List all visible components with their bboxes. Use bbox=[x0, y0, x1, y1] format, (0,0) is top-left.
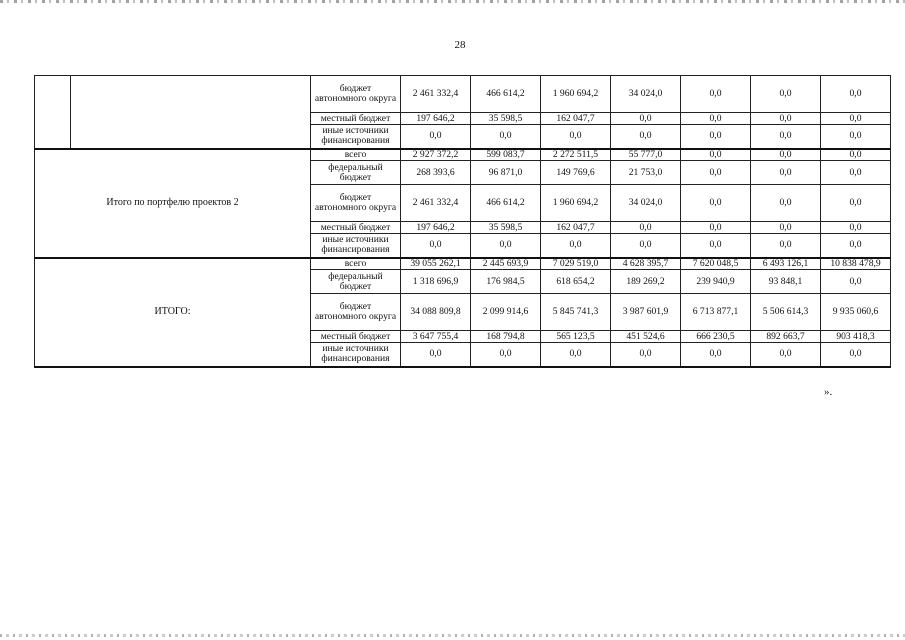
year-value-cell: 0,0 bbox=[821, 125, 891, 149]
year-value-cell: 6 493 126,1 bbox=[751, 258, 821, 270]
year-value-cell: 903 418,3 bbox=[821, 331, 891, 343]
year-value-cell: 35 598,5 bbox=[471, 222, 541, 234]
year-value-cell: 0,0 bbox=[751, 113, 821, 125]
year-value-cell: 466 614,2 bbox=[471, 185, 541, 222]
funding-source-cell: местный бюджет bbox=[311, 113, 401, 125]
year-value-cell: 0,0 bbox=[541, 125, 611, 149]
year-value-cell: 0,0 bbox=[751, 234, 821, 258]
year-value-cell: 0,0 bbox=[681, 113, 751, 125]
project-name-cell bbox=[71, 76, 311, 149]
funding-source-cell: местный бюджет bbox=[311, 331, 401, 343]
section-label: ИТОГО: bbox=[35, 258, 311, 367]
year-value-cell: 5 845 741,3 bbox=[541, 294, 611, 331]
year-value-cell: 6 713 877,1 bbox=[681, 294, 751, 331]
year-value-cell: 0,0 bbox=[821, 149, 891, 161]
year-value-cell: 0,0 bbox=[471, 343, 541, 367]
year-value-cell: 0,0 bbox=[751, 343, 821, 367]
total-value-cell: 34 088 809,8 bbox=[401, 294, 471, 331]
year-value-cell: 0,0 bbox=[541, 343, 611, 367]
year-value-cell: 162 047,7 bbox=[541, 222, 611, 234]
year-value-cell: 0,0 bbox=[611, 125, 681, 149]
year-value-cell: 5 506 614,3 bbox=[751, 294, 821, 331]
year-value-cell: 9 935 060,6 bbox=[821, 294, 891, 331]
scan-edge-top bbox=[0, 0, 905, 3]
year-value-cell: 162 047,7 bbox=[541, 113, 611, 125]
year-value-cell: 93 848,1 bbox=[751, 270, 821, 294]
total-value-cell: 1 318 696,9 bbox=[401, 270, 471, 294]
year-value-cell: 0,0 bbox=[681, 125, 751, 149]
year-value-cell: 0,0 bbox=[751, 222, 821, 234]
year-value-cell: 0,0 bbox=[751, 76, 821, 113]
total-value-cell: 268 393,6 bbox=[401, 161, 471, 185]
year-value-cell: 0,0 bbox=[681, 222, 751, 234]
year-value-cell: 10 838 478,9 bbox=[821, 258, 891, 270]
funding-source-cell: местный бюджет bbox=[311, 222, 401, 234]
total-value-cell: 0,0 bbox=[401, 125, 471, 149]
year-value-cell: 466 614,2 bbox=[471, 76, 541, 113]
year-value-cell: 4 628 395,7 bbox=[611, 258, 681, 270]
total-value-cell: 2 461 332,4 bbox=[401, 185, 471, 222]
total-value-cell: 0,0 bbox=[401, 343, 471, 367]
funding-source-cell: иные источники финансирования bbox=[311, 234, 401, 258]
funding-source-cell: бюджет автономного округа bbox=[311, 185, 401, 222]
year-value-cell: 189 269,2 bbox=[611, 270, 681, 294]
year-value-cell: 34 024,0 bbox=[611, 76, 681, 113]
year-value-cell: 2 445 693,9 bbox=[471, 258, 541, 270]
total-value-cell: 0,0 bbox=[401, 234, 471, 258]
funding-source-cell: всего bbox=[311, 258, 401, 270]
funding-source-cell: федеральный бюджет bbox=[311, 161, 401, 185]
year-value-cell: 892 663,7 bbox=[751, 331, 821, 343]
year-value-cell: 2 099 914,6 bbox=[471, 294, 541, 331]
year-value-cell: 239 940,9 bbox=[681, 270, 751, 294]
table-row bbox=[35, 76, 891, 113]
year-value-cell: 34 024,0 bbox=[611, 185, 681, 222]
year-value-cell: 565 123,5 bbox=[541, 331, 611, 343]
year-value-cell: 0,0 bbox=[821, 161, 891, 185]
year-value-cell: 0,0 bbox=[821, 343, 891, 367]
year-value-cell: 0,0 bbox=[541, 234, 611, 258]
year-value-cell: 0,0 bbox=[821, 185, 891, 222]
year-value-cell: 0,0 bbox=[751, 161, 821, 185]
total-value-cell: 3 647 755,4 bbox=[401, 331, 471, 343]
year-value-cell: 0,0 bbox=[471, 234, 541, 258]
year-value-cell: 0,0 bbox=[681, 234, 751, 258]
page-number: 28 bbox=[454, 39, 466, 51]
year-value-cell: 168 794,8 bbox=[471, 331, 541, 343]
year-value-cell: 0,0 bbox=[751, 149, 821, 161]
total-value-cell: 2 927 372,2 bbox=[401, 149, 471, 161]
year-value-cell: 3 987 601,9 bbox=[611, 294, 681, 331]
year-value-cell: 0,0 bbox=[821, 222, 891, 234]
year-value-cell: 0,0 bbox=[821, 234, 891, 258]
year-value-cell: 0,0 bbox=[751, 125, 821, 149]
year-value-cell: 0,0 bbox=[681, 76, 751, 113]
year-value-cell: 2 272 511,5 bbox=[541, 149, 611, 161]
year-value-cell: 96 871,0 bbox=[471, 161, 541, 185]
funding-source-cell: иные источники финансирования bbox=[311, 343, 401, 367]
year-value-cell: 0,0 bbox=[681, 161, 751, 185]
budget-table bbox=[34, 75, 891, 368]
scan-edge-bottom bbox=[0, 634, 905, 637]
year-value-cell: 666 230,5 bbox=[681, 331, 751, 343]
year-value-cell: 0,0 bbox=[611, 343, 681, 367]
year-value-cell: 21 753,0 bbox=[611, 161, 681, 185]
year-value-cell: 0,0 bbox=[821, 76, 891, 113]
year-value-cell: 0,0 bbox=[751, 185, 821, 222]
section-label: Итого по портфелю проектов 2 bbox=[35, 149, 311, 258]
year-value-cell: 1 960 694,2 bbox=[541, 185, 611, 222]
funding-source-cell: бюджет автономного округа bbox=[311, 294, 401, 331]
year-value-cell: 0,0 bbox=[611, 234, 681, 258]
year-value-cell: 0,0 bbox=[681, 185, 751, 222]
year-value-cell: 0,0 bbox=[821, 270, 891, 294]
year-value-cell: 7 620 048,5 bbox=[681, 258, 751, 270]
funding-source-cell: бюджет автономного округа bbox=[311, 76, 401, 113]
year-value-cell: 451 524,6 bbox=[611, 331, 681, 343]
year-value-cell: 35 598,5 bbox=[471, 113, 541, 125]
table-row bbox=[35, 258, 891, 270]
funding-source-cell: всего bbox=[311, 149, 401, 161]
year-value-cell: 618 654,2 bbox=[541, 270, 611, 294]
year-value-cell: 0,0 bbox=[611, 222, 681, 234]
total-value-cell: 39 055 262,1 bbox=[401, 258, 471, 270]
year-value-cell: 0,0 bbox=[471, 125, 541, 149]
total-value-cell: 197 646,2 bbox=[401, 113, 471, 125]
year-value-cell: 1 960 694,2 bbox=[541, 76, 611, 113]
year-value-cell: 0,0 bbox=[611, 113, 681, 125]
year-value-cell: 149 769,6 bbox=[541, 161, 611, 185]
closing-quote-mark: ». bbox=[824, 386, 833, 398]
budget-table-body bbox=[35, 76, 891, 367]
funding-source-cell: федеральный бюджет bbox=[311, 270, 401, 294]
year-value-cell: 0,0 bbox=[681, 343, 751, 367]
year-value-cell: 7 029 519,0 bbox=[541, 258, 611, 270]
year-value-cell: 0,0 bbox=[681, 149, 751, 161]
year-value-cell: 599 083,7 bbox=[471, 149, 541, 161]
funding-source-cell: иные источники финансирования bbox=[311, 125, 401, 149]
table-row bbox=[35, 149, 891, 161]
year-value-cell: 176 984,5 bbox=[471, 270, 541, 294]
total-value-cell: 2 461 332,4 bbox=[401, 76, 471, 113]
total-value-cell: 197 646,2 bbox=[401, 222, 471, 234]
row-number-cell bbox=[35, 76, 71, 149]
year-value-cell: 0,0 bbox=[821, 113, 891, 125]
year-value-cell: 55 777,0 bbox=[611, 149, 681, 161]
